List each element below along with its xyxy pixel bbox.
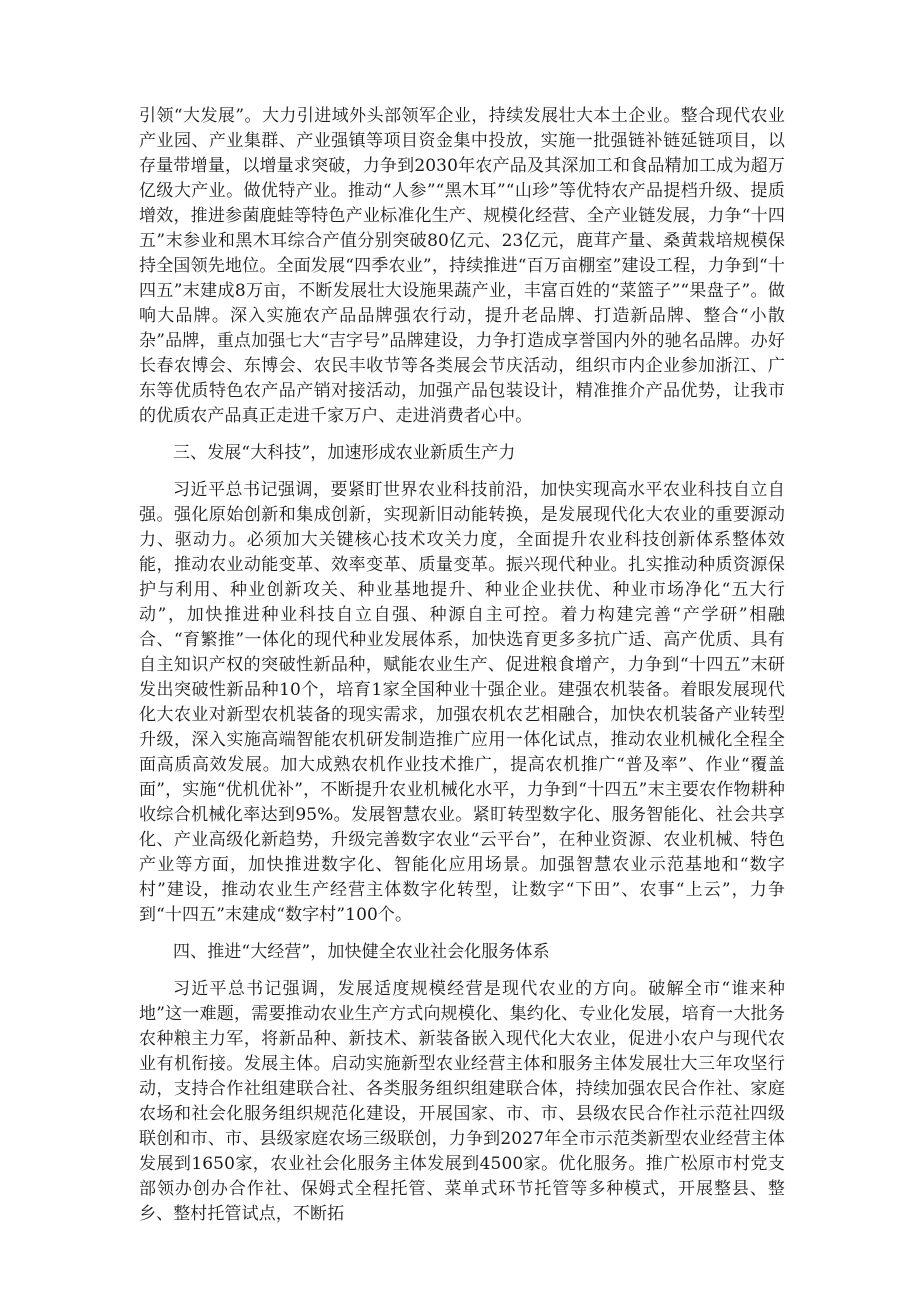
paragraph-body-continued: 引领“大发展”。大力引进域外头部领军企业，持续发展壮大本土企业。整合现代农业产业园、产业集群、产业强镇等项目资金集中投放，实施一批强链补链延链项目，以存量带增量，以增量求突破，力争到2030年农产品及其深加工和食品精加工成为超万亿级大产业。做优特产业。推动“人参”“黑木耳”“山珍”等优特农产品提档升级、提质增效，推进参菌鹿蛙等特色产业标准化生产、规模化经营、全产业链发展，力争“十四五”末参业和黑木耳综合产值分别突破80亿元、23亿元，鹿茸产量、桑黄栽培规模保持全国领先地位。全面发展“四季农业”，持续推进“百万亩棚室”建设工程，力争到“十四五”末建成8万亩，不断发展壮大设施果蔬产业，丰富百姓的“菜篮子”“果盘子”。做响大品牌。深入实施农产品品牌强农行动，提升老品牌、打造新品牌、整合“小散杂”品牌，重点加强七大“吉字号”品牌建设，力争打造成享誉国内外的驰名品牌。办好长春农博会、东博会、农民丰收节等各类展会节庆活动，组织市内企业参加浙江、广东等优质特色农产品产销对接活动，加强产品包装设计，精准推介产品优势，让我市的优质农产品真正走进千家万户、走进消费者心中。	[139, 106, 785, 426]
section-heading-3: 三、发展“大科技”，加速形成农业新质生产力	[173, 443, 516, 463]
document-page	[139, 104, 785, 1227]
section-heading-4: 四、推进“大经营”，加快健全农业社会化服务体系	[173, 942, 550, 962]
paragraph-section-3-body: 习近平总书记强调，要紧盯世界农业科技前沿，加快实现高水平农业科技自立自强。强化原始创新和集成创新，实现新旧动能转换，是发展现代化大农业的重要源动力、驱动力。必须加大关键核心技术攻关力度，全面提升农业科技创新体系整体效能，推动农业动能变革、效率变革、质量变革。振兴现代种业。扎实推动种质资源保护与利用、种业创新攻关、种业基地提升、种业企业扶优、种业市场净化“五大行动”，加快推进种业科技自立自强、种源自主可控。着力构建完善“产学研”相融合、“育繁推”一体化的现代种业发展体系，加快选育更多多抗广适、高产优质、具有自主知识产权的突破性新品种，赋能农业生产、促进粮食增产，力争到“十四五”末研发出突破性新品种10个，培育1家全国种业十强企业。建强农机装备。着眼发展现代化大农业对新型农机装备的现实需求，加强农机农艺相融合，加快农机装备产业转型升级，深入实施高端智能农机研发制造推广应用一体化试点，推动农业机械化全程全面高质高效发展。加大成熟农机作业技术推广，提高农机推广“普及率”、作业“覆盖面”，实施“优机优补”，不断提升农业机械化水平，力争到“十四五”末主要农作物耕种收综合机械化率达到95%。发展智慧农业。紧盯转型数字化、服务智能化、社会共享化、产业高级化新趋势，升级完善数字农业“云平台”，在种业资源、农业机械、特色产业等方面，加快推进数字化、智能化应用场景。加强智慧农业示范基地和“数字村”建设，推动农业生产经营主体数字化转型，让数字“下田”、农事“上云”，力争到“十四五”末建成“数字村”100个。	[139, 480, 785, 925]
paragraph-section-4-body: 习近平总书记强调，发展适度规模经营是现代农业的方向。破解全市“谁来种地”这一难题，需要推动农业生产方式向规模化、集约化、专业化发展，培育一大批务农种粮主力军，将新品种、新技术、新装备嵌入现代化大农业，促进小农户与现代农业有机衔接。发展主体。启动实施新型农业经营主体和服务主体发展壮大三年攻坚行动，支持合作社组建联合社、各类服务组织组建联合体，持续加强农民合作社、家庭农场和社会化服务组织规范化建设，开展国家、市、市、县级农民合作社示范社四级联创和市、市、县级家庭农场三级联创，力争到2027年全市示范类新型农业经营主体发展到1650家，农业社会化服务主体发展到4500家。优化服务。推广松原市村党支部领办创办合作社、保姆式全程托管、菜单式环节托管等多种模式，开展整县、整乡、整村托管试点，不断拓	[139, 979, 785, 1224]
